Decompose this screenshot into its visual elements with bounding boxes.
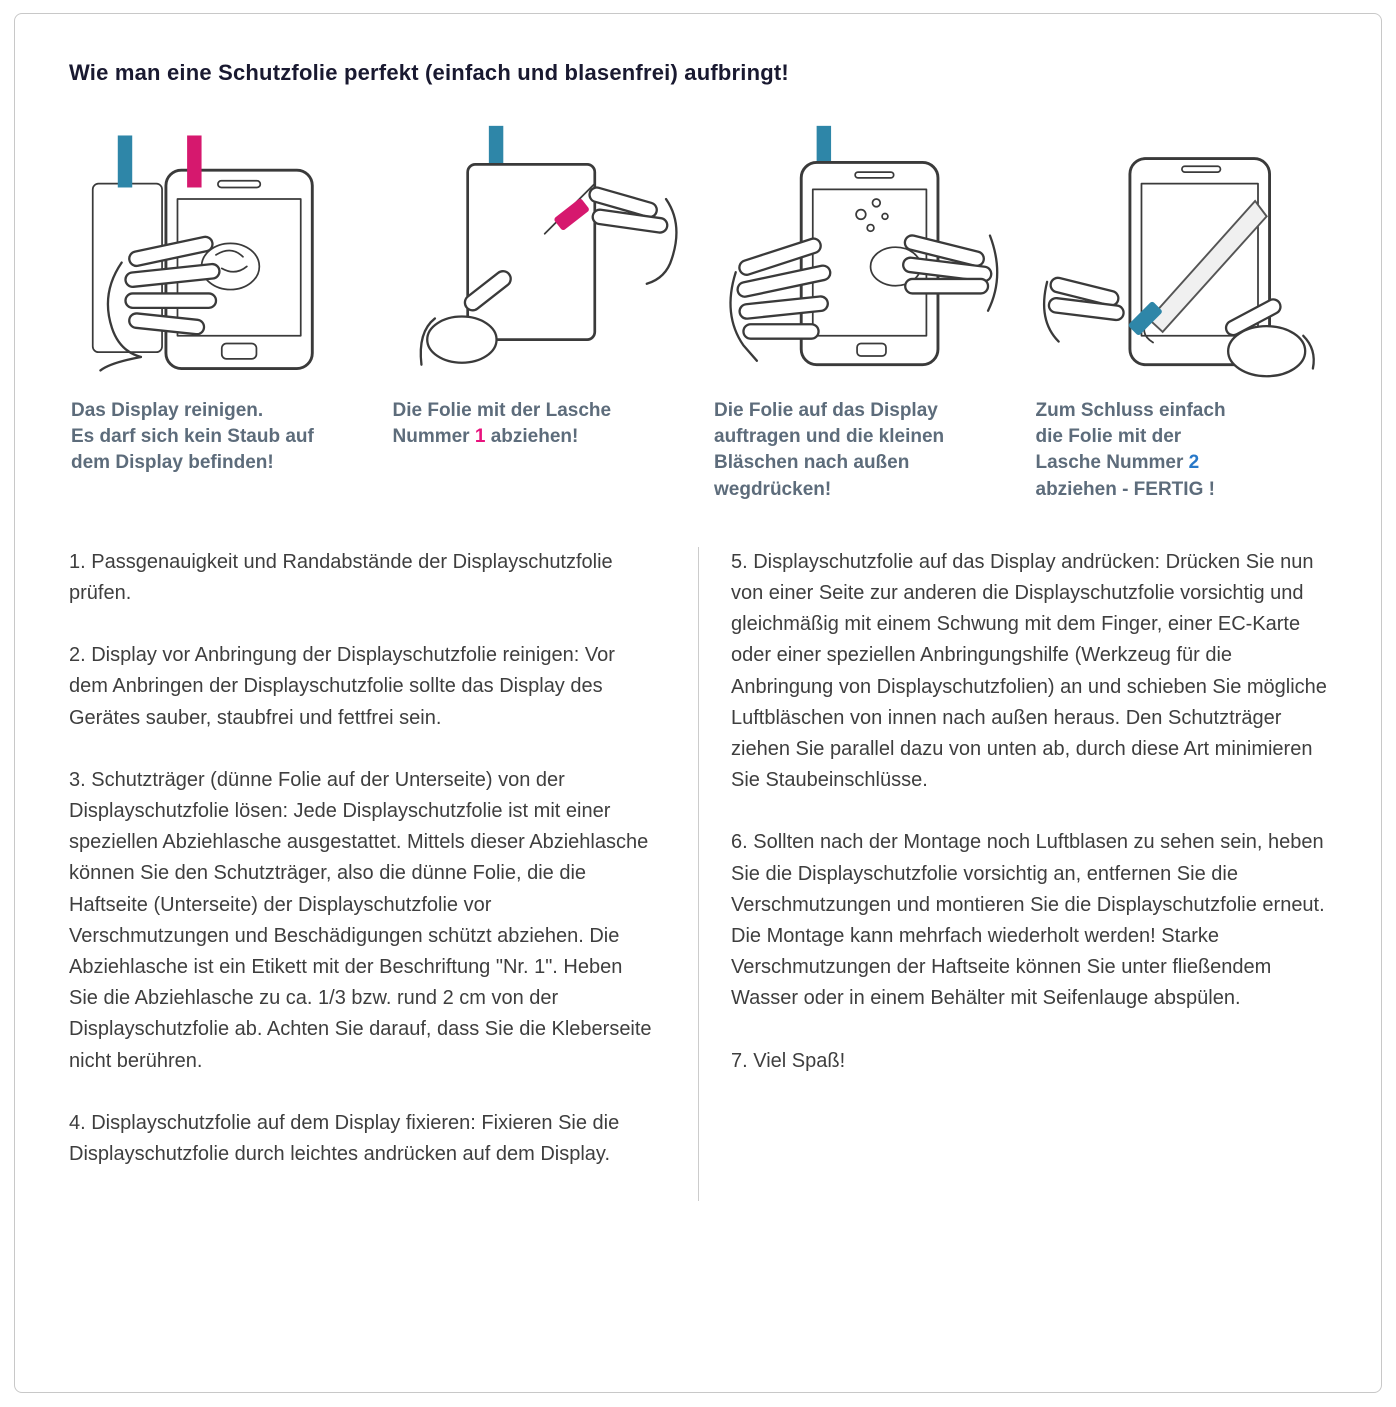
caption-line: dem Display befinden!	[71, 452, 274, 474]
phone-speaker	[855, 172, 894, 178]
caption-line: Zum Schluss einfach	[1035, 400, 1226, 421]
left-hand-pulling	[1044, 276, 1124, 341]
step1-illustration-svg	[71, 122, 361, 382]
blue-tab-icon	[118, 135, 132, 187]
tab-number-1: 1	[474, 426, 486, 448]
step3-illustration	[704, 120, 1014, 382]
instruction-paragraph-5: 5. Displayschutzfolie auf das Display andrücken: Drücken Sie nun von einer Seite zur anderen die Displayschutzfolie vorsichtig und gleichmäßig mit einem Schwung mit dem Finger, einer EC-Karte oder einer speziellen Anbringungshilfe (Werkzeug für die Anbringung von Displayschutzfolien) an und schieben Sie mögliche Luftbläschen von innen nach außen heraus. Den Schutzträger ziehen Sie parallel dazu von unten ab, durch diese Art minimieren Sie Staubeinschlüsse.	[731, 550, 1327, 792]
instructions-left-column	[55, 547, 698, 1201]
phone-speaker	[218, 181, 260, 188]
page-title: Wie man eine Schutzfolie perfekt (einfach und blasenfrei) aufbringt!	[69, 60, 789, 85]
caption-line: abziehen!	[485, 426, 579, 448]
step1-illustration	[61, 120, 371, 382]
phone-speaker	[1182, 166, 1221, 172]
caption-line: Das Display reinigen.	[71, 400, 264, 421]
phone-home-button	[222, 343, 257, 358]
step1-caption	[61, 398, 371, 477]
instructions-columns	[55, 547, 1341, 1201]
instruction-paragraph-3: 3. Schutzträger (dünne Folie auf der Unterseite) von der Displayschutzfolie lösen: Jede Displayschutzfolie ist mit einer speziellen Abziehlasche ausgestattet. Mittels dieser Abziehlasche können Sie den Schutzträger, also die dünne Folie, die die Haftseite (Unterseite) der Displayschutzfolie vor Verschmutzungen und Beschädigungen schützt abziehen. Die Abziehlasche ist ein Etikett mit der Beschriftung "Nr. 1". Heben Sie die Abziehlasche zu ca. 1/3 bzw. rund 2 cm von der Displayschutzfolie ab. Achten Sie darauf, dass Sie die Kleberseite nicht berühren.	[69, 768, 652, 1072]
figure-step-2	[377, 120, 699, 503]
instruction-sheet	[14, 13, 1382, 1393]
instruction-paragraph-1: 1. Passgenauigkeit und Randabstände der Displayschutzfolie prüfen.	[69, 550, 613, 605]
caption-line: die Folie mit der	[1035, 426, 1182, 448]
caption-line: Nummer	[392, 426, 475, 448]
tab-number-2: 2	[1188, 452, 1200, 474]
step4-caption	[1026, 398, 1336, 503]
foil-sheet	[468, 164, 595, 339]
instructions-right-column	[698, 547, 1341, 1201]
instruction-paragraph-6: 6. Sollten nach der Montage noch Luftblasen zu sehen sein, heben Sie die Displayschutzfolie vorsichtig an, entfernen Sie die Verschmutzungen und montieren Sie die Displayschutzfolie erneut. Die Montage kann mehrfach wiederholt werden! Starke Verschmutzungen der Haftseite können Sie unter fließendem Wasser oder in einem Behälter mit Seifenlauge abspülen.	[731, 831, 1325, 1010]
pink-tab-icon	[187, 135, 201, 187]
figures-row	[55, 120, 1341, 503]
step4-illustration-svg	[1035, 122, 1325, 382]
phone-home-button	[857, 343, 886, 356]
caption-line: Die Folie mit der Lasche	[392, 400, 612, 421]
instruction-paragraph-2: 2. Display vor Anbringung der Displayschutzfolie reinigen: Vor dem Anbringen der Displayschutzfolie sollte das Display des Gerätes sauber, staubfrei und fettfrei sein.	[69, 644, 615, 729]
right-hand-pinching	[588, 186, 677, 284]
step3-illustration-svg	[714, 122, 1004, 382]
caption-line: auftragen und die kleinen	[714, 426, 945, 448]
step2-illustration-svg	[392, 122, 682, 382]
figure-step-3	[698, 120, 1020, 503]
step2-illustration	[383, 120, 693, 382]
step3-caption	[704, 398, 1014, 503]
caption-line: Die Folie auf das Display	[714, 400, 938, 421]
instruction-paragraph-4: 4. Displayschutzfolie auf dem Display fixieren: Fixieren Sie die Displayschutzfolie durch leichtes andrücken auf dem Display.	[69, 1111, 620, 1165]
figure-step-4	[1020, 120, 1342, 503]
caption-line: Bläschen nach außen	[714, 452, 910, 474]
caption-line: abziehen - FERTIG !	[1035, 478, 1215, 500]
step2-caption	[383, 398, 693, 450]
instruction-paragraph-7: 7. Viel Spaß!	[731, 1049, 846, 1072]
caption-line: wegdrücken!	[714, 478, 832, 500]
caption-line: Es darf sich kein Staub auf	[71, 426, 314, 448]
figure-step-1	[55, 120, 377, 503]
caption-line: Lasche Nummer	[1035, 452, 1189, 474]
step4-illustration	[1026, 120, 1336, 382]
